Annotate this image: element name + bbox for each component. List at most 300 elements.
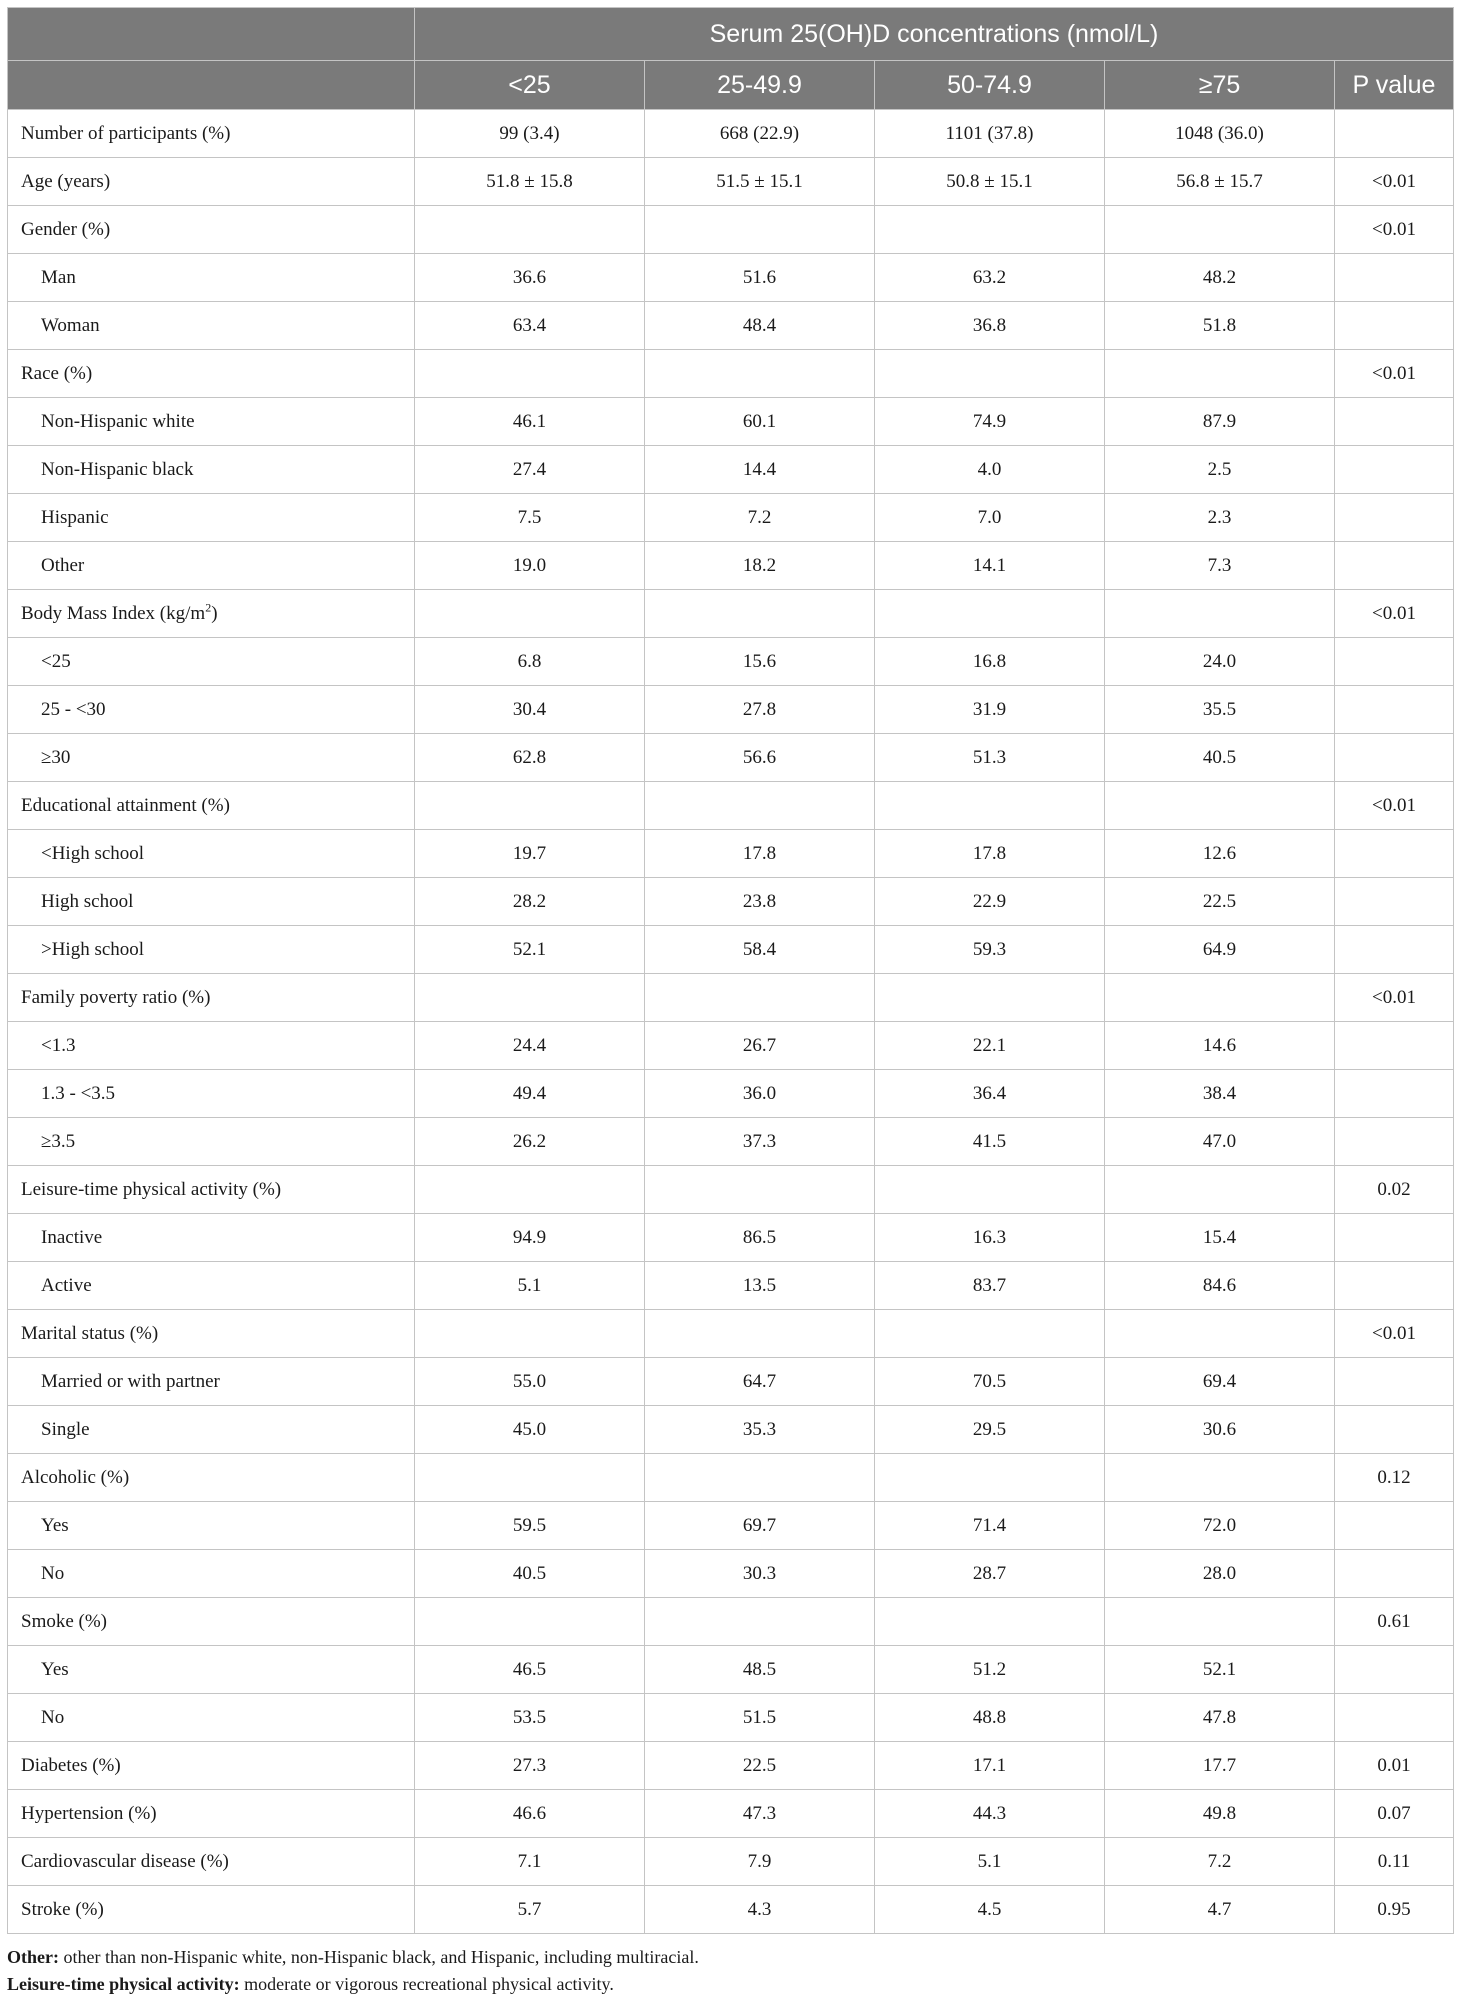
value-cell: 94.9 [415, 1214, 645, 1262]
value-cell: 74.9 [875, 398, 1105, 446]
value-cell [1105, 1598, 1335, 1646]
value-cell: 12.6 [1105, 830, 1335, 878]
row-label-text: Alcoholic (%) [21, 1467, 130, 1488]
row-label-text: Hypertension (%) [21, 1803, 157, 1824]
value-cell: 56.8 ± 15.7 [1105, 158, 1335, 206]
value-cell: 51.5 ± 15.1 [645, 158, 875, 206]
row-sublabel [8, 638, 415, 686]
value-cell: 31.9 [875, 686, 1105, 734]
value-cell: 24.0 [1105, 638, 1335, 686]
value-cell: 47.8 [1105, 1694, 1335, 1742]
row-sublabel [8, 1070, 415, 1118]
value-cell: 59.5 [415, 1502, 645, 1550]
row-label-text: Age (years) [21, 171, 111, 192]
value-cell: 64.9 [1105, 926, 1335, 974]
p-value-cell [1335, 734, 1454, 782]
value-cell: 22.5 [645, 1742, 875, 1790]
row-label-text: Other [41, 555, 85, 576]
value-cell: 47.3 [645, 1790, 875, 1838]
value-cell: 16.3 [875, 1214, 1105, 1262]
value-cell: 7.3 [1105, 542, 1335, 590]
value-cell: 1101 (37.8) [875, 110, 1105, 158]
value-cell [875, 1598, 1105, 1646]
value-cell [415, 1598, 645, 1646]
table-row [8, 1646, 1454, 1694]
p-value-cell [1335, 686, 1454, 734]
row-sublabel [8, 878, 415, 926]
row-label-text: Race (%) [21, 363, 93, 384]
value-cell [415, 1454, 645, 1502]
value-cell [645, 206, 875, 254]
row-label-text: 1.3 - <3.5 [41, 1083, 116, 1104]
row-label [8, 1598, 415, 1646]
value-cell: 48.2 [1105, 254, 1335, 302]
value-cell [415, 206, 645, 254]
footnote-text: moderate or vigorous recreational physical activity. [239, 1974, 614, 1994]
row-label-text: <25 [41, 651, 71, 672]
value-cell: 1048 (36.0) [1105, 110, 1335, 158]
table-body [8, 110, 1454, 1934]
value-cell: 5.1 [875, 1838, 1105, 1886]
table-row [8, 1502, 1454, 1550]
value-cell [415, 1166, 645, 1214]
row-label-text: High school [41, 891, 134, 912]
value-cell [645, 1310, 875, 1358]
value-cell [875, 974, 1105, 1022]
row-label [8, 1790, 415, 1838]
value-cell: 4.0 [875, 446, 1105, 494]
value-cell: 28.7 [875, 1550, 1105, 1598]
value-cell: 13.5 [645, 1262, 875, 1310]
value-cell: 87.9 [1105, 398, 1335, 446]
row-label [8, 1838, 415, 1886]
value-cell: 69.7 [645, 1502, 875, 1550]
row-label-text: Woman [41, 315, 100, 336]
value-cell: 22.5 [1105, 878, 1335, 926]
value-cell [415, 974, 645, 1022]
table-row [8, 1070, 1454, 1118]
value-cell: 18.2 [645, 542, 875, 590]
value-cell: 36.0 [645, 1070, 875, 1118]
value-cell [645, 1166, 875, 1214]
row-label [8, 350, 415, 398]
table-row [8, 398, 1454, 446]
row-label-text: Gender (%) [21, 219, 111, 240]
table-row [8, 494, 1454, 542]
column-header: 25-49.9 [645, 61, 875, 110]
value-cell: 26.2 [415, 1118, 645, 1166]
value-cell: 17.7 [1105, 1742, 1335, 1790]
row-label-text: Inactive [41, 1227, 103, 1248]
value-cell [645, 350, 875, 398]
value-cell [645, 1454, 875, 1502]
row-label-text: Smoke (%) [21, 1611, 108, 1632]
value-cell: 46.6 [415, 1790, 645, 1838]
value-cell: 64.7 [645, 1358, 875, 1406]
value-cell: 36.8 [875, 302, 1105, 350]
row-label-text: Diabetes (%) [21, 1755, 121, 1776]
value-cell: 84.6 [1105, 1262, 1335, 1310]
row-label-text: No [41, 1563, 65, 1584]
p-value-cell [1335, 446, 1454, 494]
row-label [8, 974, 415, 1022]
value-cell: 2.5 [1105, 446, 1335, 494]
value-cell [1105, 1454, 1335, 1502]
p-value-cell [1335, 494, 1454, 542]
value-cell [415, 590, 645, 638]
row-sublabel [8, 830, 415, 878]
table-row [8, 1358, 1454, 1406]
row-label-text: Man [41, 267, 76, 288]
value-cell: 51.8 [1105, 302, 1335, 350]
row-label-text: ≥30 [41, 747, 71, 768]
value-cell: 51.5 [645, 1694, 875, 1742]
group-header: Serum 25(OH)D concentrations (nmol/L) [415, 8, 1454, 61]
column-header: ≥75 [1105, 61, 1335, 110]
p-value-cell [1335, 1550, 1454, 1598]
value-cell: 86.5 [645, 1214, 875, 1262]
value-cell: 52.1 [415, 926, 645, 974]
value-cell [415, 782, 645, 830]
p-value-cell: 0.07 [1335, 1790, 1454, 1838]
table-row [8, 1742, 1454, 1790]
value-cell: 24.4 [415, 1022, 645, 1070]
value-cell: 17.1 [875, 1742, 1105, 1790]
value-cell: 51.3 [875, 734, 1105, 782]
value-cell [875, 350, 1105, 398]
value-cell [1105, 1310, 1335, 1358]
row-label-text: Active [41, 1275, 92, 1296]
table-row [8, 974, 1454, 1022]
value-cell: 6.8 [415, 638, 645, 686]
value-cell: 46.5 [415, 1646, 645, 1694]
value-cell: 2.3 [1105, 494, 1335, 542]
table-row [8, 686, 1454, 734]
table-row [8, 590, 1454, 638]
p-value-cell [1335, 1022, 1454, 1070]
header-corner-lower [8, 61, 415, 110]
value-cell: 51.6 [645, 254, 875, 302]
value-cell: 49.4 [415, 1070, 645, 1118]
value-cell: 55.0 [415, 1358, 645, 1406]
value-cell: 23.8 [645, 878, 875, 926]
value-cell [645, 1598, 875, 1646]
table-row [8, 1550, 1454, 1598]
table-row [8, 254, 1454, 302]
p-value-cell: <0.01 [1335, 590, 1454, 638]
value-cell: 99 (3.4) [415, 110, 645, 158]
row-label [8, 110, 415, 158]
value-cell: 30.3 [645, 1550, 875, 1598]
value-cell: 29.5 [875, 1406, 1105, 1454]
value-cell [875, 1454, 1105, 1502]
value-cell: 58.4 [645, 926, 875, 974]
row-sublabel [8, 1550, 415, 1598]
row-label [8, 206, 415, 254]
value-cell: 4.5 [875, 1886, 1105, 1934]
table-row [8, 734, 1454, 782]
value-cell: 27.8 [645, 686, 875, 734]
value-cell: 14.4 [645, 446, 875, 494]
table-row [8, 1262, 1454, 1310]
row-label-text: 25 - <30 [41, 699, 106, 720]
row-sublabel [8, 1118, 415, 1166]
p-value-cell [1335, 1406, 1454, 1454]
row-sublabel [8, 926, 415, 974]
value-cell: 14.6 [1105, 1022, 1335, 1070]
row-label [8, 1166, 415, 1214]
value-cell [875, 782, 1105, 830]
row-sublabel [8, 1214, 415, 1262]
row-sublabel [8, 1646, 415, 1694]
row-label-text: Non-Hispanic white [41, 411, 195, 432]
value-cell: 52.1 [1105, 1646, 1335, 1694]
value-cell [415, 350, 645, 398]
row-label [8, 1454, 415, 1502]
row-sublabel [8, 302, 415, 350]
row-label-text: Educational attainment (%) [21, 795, 230, 816]
value-cell [1105, 974, 1335, 1022]
table-row [8, 446, 1454, 494]
table-header [8, 8, 1454, 110]
value-cell: 83.7 [875, 1262, 1105, 1310]
value-cell: 27.4 [415, 446, 645, 494]
value-cell: 14.1 [875, 542, 1105, 590]
value-cell: 30.4 [415, 686, 645, 734]
row-sublabel [8, 1694, 415, 1742]
row-label-text: Body Mass Index (kg/m [21, 603, 206, 624]
table-row [8, 542, 1454, 590]
value-cell: 5.7 [415, 1886, 645, 1934]
table-row [8, 1118, 1454, 1166]
p-value-cell [1335, 1694, 1454, 1742]
p-value-cell: <0.01 [1335, 350, 1454, 398]
value-cell [645, 590, 875, 638]
p-value-cell: 0.61 [1335, 1598, 1454, 1646]
table-row [8, 638, 1454, 686]
row-label-text: Yes [41, 1659, 69, 1680]
row-sublabel [8, 1358, 415, 1406]
p-value-cell [1335, 878, 1454, 926]
value-cell: 22.1 [875, 1022, 1105, 1070]
p-value-cell: <0.01 [1335, 206, 1454, 254]
row-label-text: Number of participants (%) [21, 123, 231, 144]
table-row [8, 350, 1454, 398]
row-label [8, 158, 415, 206]
value-cell: 15.6 [645, 638, 875, 686]
value-cell: 17.8 [875, 830, 1105, 878]
row-sublabel [8, 254, 415, 302]
table-row [8, 782, 1454, 830]
footnote-text: other than non-Hispanic white, non-Hispanic black, and Hispanic, including multiracial. [58, 1947, 699, 1967]
value-cell: 45.0 [415, 1406, 645, 1454]
row-label-text: >High school [41, 939, 145, 960]
p-value-cell [1335, 1214, 1454, 1262]
table-row [8, 1022, 1454, 1070]
value-cell: 38.4 [1105, 1070, 1335, 1118]
value-cell: 36.6 [415, 254, 645, 302]
p-value-cell [1335, 1358, 1454, 1406]
p-value-cell: <0.01 [1335, 1310, 1454, 1358]
row-label [8, 1886, 415, 1934]
row-sublabel [8, 446, 415, 494]
value-cell: 71.4 [875, 1502, 1105, 1550]
value-cell: 28.2 [415, 878, 645, 926]
table-row [8, 110, 1454, 158]
table-row [8, 1310, 1454, 1358]
value-cell: 40.5 [1105, 734, 1335, 782]
row-label-text: <High school [41, 843, 145, 864]
row-sublabel [8, 1022, 415, 1070]
row-label-text: Cardiovascular disease (%) [21, 1851, 229, 1872]
row-sublabel [8, 1406, 415, 1454]
p-value-cell [1335, 638, 1454, 686]
value-cell: 49.8 [1105, 1790, 1335, 1838]
value-cell [645, 782, 875, 830]
value-cell [1105, 782, 1335, 830]
value-cell: 7.1 [415, 1838, 645, 1886]
value-cell: 668 (22.9) [645, 110, 875, 158]
p-value-cell: <0.01 [1335, 782, 1454, 830]
p-value-cell: <0.01 [1335, 974, 1454, 1022]
table-row [8, 1166, 1454, 1214]
value-cell [1105, 590, 1335, 638]
value-cell: 48.4 [645, 302, 875, 350]
row-label [8, 1742, 415, 1790]
p-value-cell [1335, 110, 1454, 158]
row-sublabel [8, 1502, 415, 1550]
table-row [8, 830, 1454, 878]
row-label [8, 782, 415, 830]
row-label-tail: ) [211, 603, 218, 624]
p-value-cell [1335, 398, 1454, 446]
p-value-cell: 0.01 [1335, 1742, 1454, 1790]
value-cell: 5.1 [415, 1262, 645, 1310]
table-row [8, 158, 1454, 206]
table-row [8, 1406, 1454, 1454]
value-cell: 63.2 [875, 254, 1105, 302]
p-value-cell [1335, 1118, 1454, 1166]
row-label-text: Single [41, 1419, 90, 1440]
p-value-cell [1335, 542, 1454, 590]
footnote [7, 1971, 1453, 1998]
table-row [8, 302, 1454, 350]
row-label-text: <1.3 [41, 1035, 76, 1056]
value-cell: 26.7 [645, 1022, 875, 1070]
p-value-cell [1335, 1262, 1454, 1310]
row-label-text: Stroke (%) [21, 1899, 104, 1920]
value-cell: 48.8 [875, 1694, 1105, 1742]
p-value-cell [1335, 1070, 1454, 1118]
row-label-text: No [41, 1707, 65, 1728]
p-value-cell [1335, 830, 1454, 878]
table-row [8, 1694, 1454, 1742]
row-sublabel [8, 398, 415, 446]
table-row [8, 1790, 1454, 1838]
footnote [7, 1944, 1453, 1971]
row-label-text: Family poverty ratio (%) [21, 987, 211, 1008]
value-cell: 72.0 [1105, 1502, 1335, 1550]
column-header-p-value: P value [1335, 61, 1454, 110]
table-container [7, 7, 1453, 1998]
table-row [8, 1838, 1454, 1886]
p-value-cell [1335, 1646, 1454, 1694]
value-cell: 7.9 [645, 1838, 875, 1886]
value-cell [875, 1310, 1105, 1358]
value-cell: 51.8 ± 15.8 [415, 158, 645, 206]
value-cell: 17.8 [645, 830, 875, 878]
value-cell [1105, 206, 1335, 254]
value-cell: 7.5 [415, 494, 645, 542]
value-cell: 53.5 [415, 1694, 645, 1742]
value-cell [415, 1310, 645, 1358]
row-sublabel [8, 494, 415, 542]
value-cell: 56.6 [645, 734, 875, 782]
value-cell: 37.3 [645, 1118, 875, 1166]
row-label-text: Marital status (%) [21, 1323, 159, 1344]
row-label-superscript: 2 [205, 600, 212, 615]
column-header: <25 [415, 61, 645, 110]
row-label-text: Married or with partner [41, 1371, 220, 1392]
value-cell: 59.3 [875, 926, 1105, 974]
value-cell: 19.7 [415, 830, 645, 878]
table-row [8, 1598, 1454, 1646]
value-cell [875, 590, 1105, 638]
value-cell: 4.3 [645, 1886, 875, 1934]
value-cell: 51.2 [875, 1646, 1105, 1694]
value-cell: 16.8 [875, 638, 1105, 686]
table-row [8, 1454, 1454, 1502]
value-cell: 63.4 [415, 302, 645, 350]
value-cell: 19.0 [415, 542, 645, 590]
value-cell: 44.3 [875, 1790, 1105, 1838]
value-cell [875, 206, 1105, 254]
p-value-cell [1335, 1502, 1454, 1550]
row-label-text: ≥3.5 [41, 1131, 76, 1152]
row-sublabel [8, 734, 415, 782]
row-sublabel [8, 542, 415, 590]
table-row [8, 1214, 1454, 1262]
table-row [8, 1886, 1454, 1934]
value-cell: 30.6 [1105, 1406, 1335, 1454]
value-cell: 50.8 ± 15.1 [875, 158, 1105, 206]
value-cell: 41.5 [875, 1118, 1105, 1166]
p-value-cell: 0.12 [1335, 1454, 1454, 1502]
footnote-term: Leisure-time physical activity: [7, 1974, 240, 1994]
table-row [8, 878, 1454, 926]
value-cell: 22.9 [875, 878, 1105, 926]
footnote-term: Other: [7, 1947, 59, 1967]
p-value-cell: <0.01 [1335, 158, 1454, 206]
p-value-cell: 0.02 [1335, 1166, 1454, 1214]
table-row [8, 926, 1454, 974]
value-cell [1105, 350, 1335, 398]
p-value-cell: 0.11 [1335, 1838, 1454, 1886]
row-label [8, 1310, 415, 1358]
value-cell: 7.0 [875, 494, 1105, 542]
value-cell: 46.1 [415, 398, 645, 446]
row-label-text: Yes [41, 1515, 69, 1536]
value-cell: 35.5 [1105, 686, 1335, 734]
value-cell [1105, 1166, 1335, 1214]
value-cell: 27.3 [415, 1742, 645, 1790]
p-value-cell [1335, 302, 1454, 350]
value-cell: 35.3 [645, 1406, 875, 1454]
row-sublabel [8, 1262, 415, 1310]
row-sublabel [8, 686, 415, 734]
value-cell: 69.4 [1105, 1358, 1335, 1406]
footnotes [7, 1944, 1453, 1998]
